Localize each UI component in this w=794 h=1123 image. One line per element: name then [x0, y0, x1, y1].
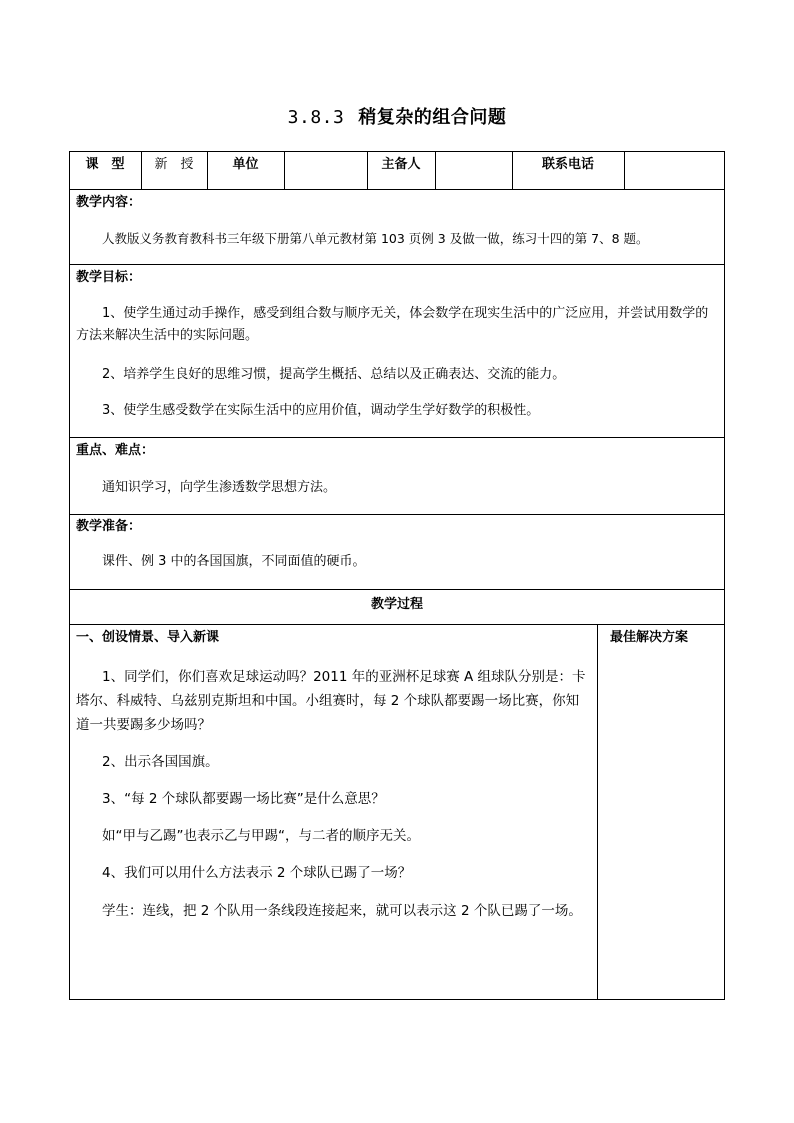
preparer-label: 主备人	[381, 157, 421, 172]
col-divider	[435, 151, 436, 189]
process-paragraph-1: 1、同学们，你们喜欢足球运动吗？2011 年的亚洲杯足球赛 A 组球队分别是：卡塔尔、科威特、乌兹别克斯坦和中国。小组赛时，每 2 个球队都要踢一场比赛，你知道一共要踢多少场吗？	[76, 669, 586, 733]
col-divider	[597, 624, 598, 1000]
row-divider	[69, 589, 725, 590]
content-label: 教学内容：	[76, 195, 142, 210]
phone-label: 联系电话	[541, 157, 594, 172]
row-divider	[69, 514, 725, 515]
unit-label: 单位	[232, 157, 259, 172]
best-solution-label: 最佳解决方案	[610, 630, 689, 645]
goals-label: 教学目标：	[76, 270, 142, 285]
title-number: 3.8.3	[287, 107, 345, 128]
preparation-text: 课件、例 3 中的各国国旗，不同面值的硬币。	[102, 554, 366, 569]
page-title	[0, 103, 794, 133]
row-divider	[69, 624, 725, 625]
row-divider	[69, 189, 725, 190]
key-points-label: 重点、难点：	[76, 443, 155, 458]
col-divider	[624, 151, 625, 189]
goal-item-3: 3、使学生感受数学在实际生活中的应用价值，调动学生学好数学的积极性。	[102, 403, 540, 418]
process-paragraph-5: 4、我们可以用什么方法表示 2 个球队已踢了一场？	[102, 865, 412, 881]
process-paragraph-3: 3、“每 2 个球队都要踢一场比赛”是什么意思？	[102, 791, 385, 807]
process-paragraph-6: 学生：连线，把 2 个队用一条线段连接起来，就可以表示这 2 个队已踢了一场。	[102, 903, 582, 919]
col-divider	[284, 151, 285, 189]
process-paragraph-4: 如“甲与乙踢”也表示乙与甲踢“，与二者的顺序无关。	[102, 828, 420, 844]
course-type-label: 课 型	[85, 157, 125, 172]
content-text: 人教版义务教育教科书三年级下册第八单元教材第 103 页例 3 及做一做，练习十四的第 7、8 题。	[102, 231, 649, 246]
goal-item-2: 2、培养学生良好的思维习惯，提高学生概括、总结以及正确表达、交流的能力。	[102, 367, 566, 382]
process-label: 教学过程	[370, 597, 423, 612]
row-divider	[69, 264, 725, 265]
goal-item-1: 1、使学生通过动手操作，感受到组合数与顺序无关，体会数学在现实生活中的广泛应用，并尝试用数学的方法来解决生活中的实际问题。	[76, 306, 709, 343]
key-points-text: 通知识学习，向学生渗透数学思想方法。	[102, 480, 337, 495]
process-section-title: 一、创设情景、导入新课	[76, 630, 220, 645]
row-divider	[69, 437, 725, 438]
title-text: 稍复杂的组合问题	[358, 107, 507, 128]
preparation-label: 教学准备：	[76, 519, 142, 534]
process-paragraph-2: 2、出示各国国旗。	[102, 754, 219, 770]
course-type-value: 新 授	[154, 157, 194, 172]
